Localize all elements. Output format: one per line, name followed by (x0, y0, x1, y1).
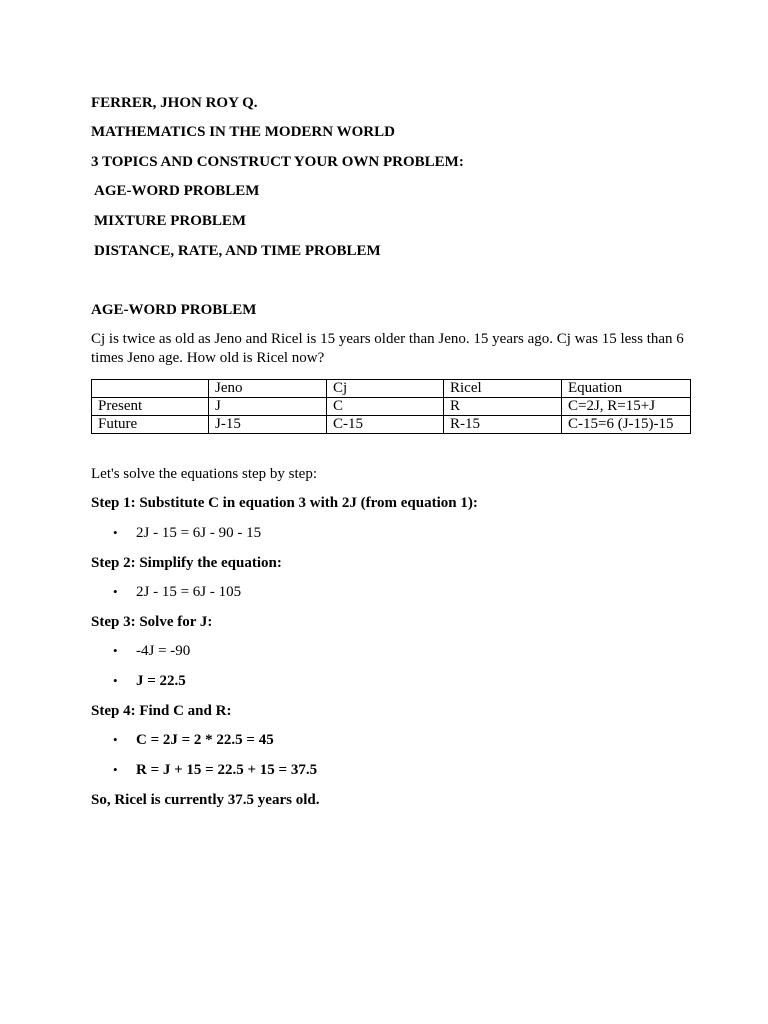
bullet-icon: • (113, 673, 118, 688)
bullet-icon: • (113, 525, 118, 540)
table-header-row (92, 380, 691, 398)
section-title: AGE-WORD PROBLEM (91, 302, 257, 318)
student-name: FERRER, JHON ROY Q. (91, 95, 258, 111)
bullet-icon: • (113, 584, 118, 599)
table-cell: Present (92, 398, 209, 416)
table-header-cell (92, 380, 209, 398)
table-cell: R (444, 398, 562, 416)
bullet-icon: • (113, 762, 118, 777)
table-cell: Future (92, 416, 209, 434)
age-table (91, 379, 691, 434)
table-header-cell: Jeno (209, 380, 327, 398)
step-3-heading: Step 3: Solve for J: (91, 614, 213, 630)
step-4-item: C = 2J = 2 * 22.5 = 45 (136, 732, 274, 748)
topic-3: DISTANCE, RATE, AND TIME PROBLEM (94, 243, 381, 259)
topic-1: AGE-WORD PROBLEM (94, 183, 260, 199)
table-row (92, 398, 691, 416)
table-cell: C=2J, R=15+J (562, 398, 691, 416)
table-cell: J (209, 398, 327, 416)
table-header-cell: Equation (562, 380, 691, 398)
solution-intro: Let's solve the equations step by step: (91, 466, 317, 482)
step-2-item: 2J - 15 = 6J - 105 (136, 584, 242, 600)
step-1-heading: Step 1: Substitute C in equation 3 with 2J (from equation 1): (91, 495, 478, 511)
step-2-heading: Step 2: Simplify the equation: (91, 555, 282, 571)
step-4-heading: Step 4: Find C and R: (91, 703, 232, 719)
bullet-icon: • (113, 643, 118, 658)
problem-statement: Cj is twice as old as Jeno and Ricel is 15 years older than Jeno. 15 years ago. Cj was 15 less than 6 times Jeno age. How old is Ricel now? (91, 331, 684, 366)
table-header-cell: Ricel (444, 380, 562, 398)
table-cell: C-15=6 (J-15)-15 (562, 416, 691, 434)
step-3-item: J = 22.5 (136, 673, 186, 689)
course-title: MATHEMATICS IN THE MODERN WORLD (91, 124, 395, 140)
table-cell: R-15 (444, 416, 562, 434)
instruction: 3 TOPICS AND CONSTRUCT YOUR OWN PROBLEM: (91, 154, 464, 170)
bullet-icon: • (113, 732, 118, 747)
table-cell: C (327, 398, 444, 416)
step-1-item: 2J - 15 = 6J - 90 - 15 (136, 525, 262, 541)
topic-2: MIXTURE PROBLEM (94, 213, 247, 229)
table-cell: J-15 (209, 416, 327, 434)
step-3-item: -4J = -90 (136, 643, 191, 659)
table-row (92, 416, 691, 434)
table-header-cell: Cj (327, 380, 444, 398)
step-4-item: R = J + 15 = 22.5 + 15 = 37.5 (136, 762, 318, 778)
table-cell: C-15 (327, 416, 444, 434)
conclusion: So, Ricel is currently 37.5 years old. (91, 792, 320, 808)
